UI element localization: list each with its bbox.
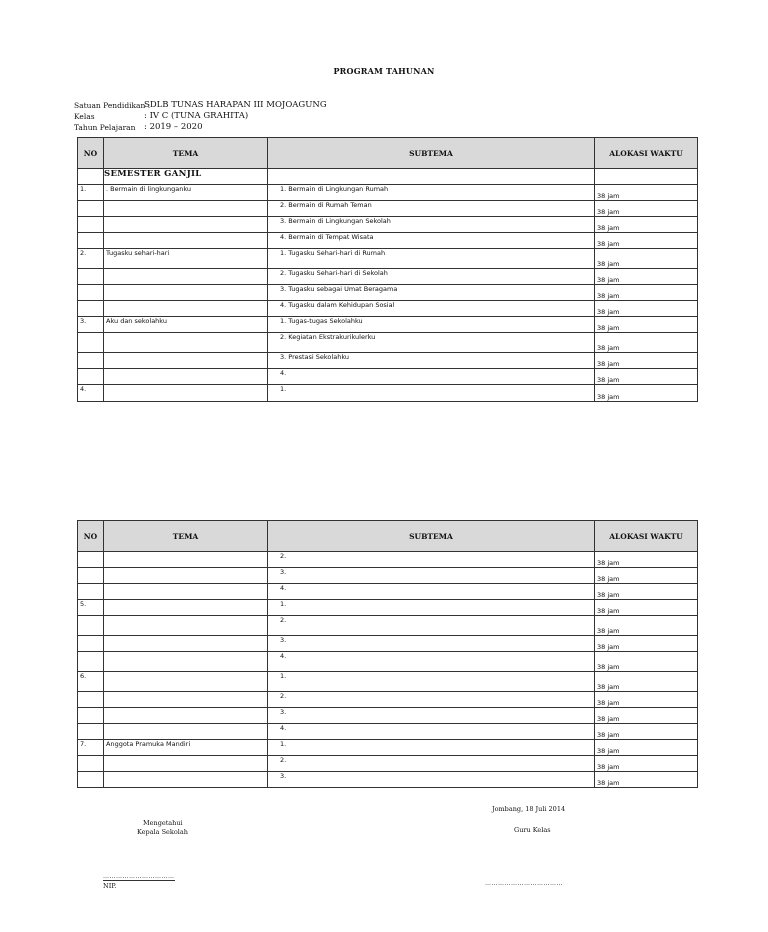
table-row [78, 333, 698, 353]
row-alokasi: 38 jam [595, 233, 698, 249]
row-alokasi: 38 jam [595, 217, 698, 233]
row-tema: Anggota Pramuka Mandiri [104, 740, 268, 756]
row-alokasi: 38 jam [595, 672, 698, 692]
row-number [78, 636, 104, 652]
row-alokasi: 38 jam [595, 552, 698, 568]
row-tema [104, 301, 268, 317]
row-subtema: 1. Tugasku Sehari-hari di Rumah [268, 249, 595, 269]
row-subtema: 3. [268, 708, 595, 724]
row-number: 3. [78, 317, 104, 333]
row-subtema: 3. [268, 772, 595, 788]
row-number [78, 233, 104, 249]
document-title: PROGRAM TAHUNAN [333, 66, 435, 76]
semester-alokasi-cell [595, 169, 698, 185]
program-table-1 [77, 137, 698, 402]
header-tema: TEMA [104, 138, 268, 169]
row-subtema: 4. Tugasku dalam Kehidupan Sosial [268, 301, 595, 317]
table-row [78, 672, 698, 692]
row-alokasi: 38 jam [595, 600, 698, 616]
row-alokasi: 38 jam [595, 756, 698, 772]
row-subtema: 2. [268, 756, 595, 772]
table-row [78, 600, 698, 616]
row-number: 5. [78, 600, 104, 616]
row-subtema: 3. Bermain di Lingkungan Sekolah [268, 217, 595, 233]
row-tema [104, 692, 268, 708]
row-number: 2. [78, 249, 104, 269]
row-alokasi: 38 jam [595, 301, 698, 317]
row-number [78, 301, 104, 317]
row-alokasi: 38 jam [595, 369, 698, 385]
table-row [78, 636, 698, 652]
table-row [78, 269, 698, 285]
row-number [78, 552, 104, 568]
row-subtema: 1. [268, 672, 595, 692]
row-subtema: 2. [268, 552, 595, 568]
table-row [78, 724, 698, 740]
class-teacher-label: Guru Kelas [514, 826, 551, 834]
row-subtema: 3. Tugasku sebagai Umat Beragama [268, 285, 595, 301]
place-date: Jombang, 18 Juli 2014 [492, 805, 566, 813]
row-subtema: 3. [268, 568, 595, 584]
row-tema [104, 269, 268, 285]
row-tema [104, 552, 268, 568]
row-alokasi: 38 jam [595, 385, 698, 402]
row-subtema: 1. Bermain di Lingkungan Rumah [268, 185, 595, 201]
principal-label: Kepala Sekolah [137, 828, 188, 836]
table-row [78, 708, 698, 724]
row-alokasi: 38 jam [595, 249, 698, 269]
row-number [78, 201, 104, 217]
table-row [78, 616, 698, 636]
row-number [78, 692, 104, 708]
teacher-signature-line: ……………………………… [485, 880, 563, 887]
table-row [78, 353, 698, 369]
row-tema [104, 724, 268, 740]
row-number [78, 756, 104, 772]
row-number [78, 724, 104, 740]
row-alokasi: 38 jam [595, 772, 698, 788]
program-table-2 [77, 520, 698, 788]
semester-label: SEMESTER GANJIL [104, 169, 202, 179]
row-tema: Tugasku sehari-hari [104, 249, 268, 269]
header-alokasi: ALOKASI WAKTU [595, 521, 698, 552]
row-subtema: 4. [268, 652, 595, 672]
header-subtema: SUBTEMA [268, 521, 595, 552]
header-tema: TEMA [104, 521, 268, 552]
row-alokasi: 38 jam [595, 333, 698, 353]
row-subtema: 3. [268, 636, 595, 652]
row-subtema: 1. [268, 740, 595, 756]
row-tema [104, 285, 268, 301]
row-subtema: 1. [268, 600, 595, 616]
row-number [78, 568, 104, 584]
row-subtema: 2. Tugasku Sehari-hari di Sekolah [268, 269, 595, 285]
row-tema [104, 385, 268, 402]
row-alokasi: 38 jam [595, 353, 698, 369]
row-number [78, 269, 104, 285]
table-row [78, 756, 698, 772]
semester-subtema-cell [268, 169, 595, 185]
table-header-row [78, 521, 698, 552]
row-number: 1. [78, 185, 104, 201]
row-subtema: 4. [268, 584, 595, 600]
row-tema [104, 217, 268, 233]
row-tema [104, 756, 268, 772]
row-number [78, 333, 104, 353]
table-row [78, 385, 698, 402]
table-row [78, 233, 698, 249]
row-number: 4. [78, 385, 104, 402]
row-alokasi: 38 jam [595, 708, 698, 724]
row-subtema: 1. [268, 385, 595, 402]
row-alokasi: 38 jam [595, 740, 698, 756]
row-subtema: 4. [268, 724, 595, 740]
semester-cell [104, 169, 268, 185]
info-value: SDLB TUNAS HARAPAN III MOJOAGUNG [144, 100, 327, 110]
table-row [78, 301, 698, 317]
acknowledged-label: Mengetahui [143, 819, 183, 827]
row-alokasi: 38 jam [595, 568, 698, 584]
row-tema [104, 652, 268, 672]
info-label: Tahun Pelajaran [74, 123, 136, 132]
semester-row [78, 169, 698, 185]
table-row [78, 249, 698, 269]
row-number [78, 217, 104, 233]
row-alokasi: 38 jam [595, 636, 698, 652]
header-subtema: SUBTEMA [268, 138, 595, 169]
table-row [78, 740, 698, 756]
header-no: NO [78, 138, 104, 169]
row-subtema: 2. Kegiatan Ekstrakurikulerku [268, 333, 595, 353]
table-header-row [78, 138, 698, 169]
table-row [78, 568, 698, 584]
table-row [78, 772, 698, 788]
row-number [78, 616, 104, 636]
table-row [78, 285, 698, 301]
row-tema [104, 333, 268, 353]
row-number: 7. [78, 740, 104, 756]
row-alokasi: 38 jam [595, 201, 698, 217]
row-number [78, 285, 104, 301]
row-number [78, 369, 104, 385]
table-row [78, 369, 698, 385]
row-alokasi: 38 jam [595, 285, 698, 301]
row-number [78, 652, 104, 672]
table-row [78, 552, 698, 568]
row-alokasi: 38 jam [595, 692, 698, 708]
row-tema [104, 636, 268, 652]
table-row [78, 652, 698, 672]
row-tema [104, 353, 268, 369]
header-alokasi: ALOKASI WAKTU [595, 138, 698, 169]
row-subtema: 3. Prestasi Sekolahku [268, 353, 595, 369]
info-label: Satuan Pendidikan : [74, 101, 151, 110]
info-value: : 2019 – 2020 [144, 122, 203, 132]
semester-no-cell [78, 169, 104, 185]
row-alokasi: 38 jam [595, 584, 698, 600]
row-subtema: 4. [268, 369, 595, 385]
info-value: : IV C (TUNA GRAHITA) [144, 111, 249, 121]
row-number [78, 584, 104, 600]
row-tema [104, 772, 268, 788]
row-tema [104, 672, 268, 692]
row-number: 6. [78, 672, 104, 692]
row-alokasi: 38 jam [595, 724, 698, 740]
table-row [78, 692, 698, 708]
row-alokasi: 38 jam [595, 616, 698, 636]
row-alokasi: 38 jam [595, 269, 698, 285]
row-number [78, 772, 104, 788]
row-tema [104, 600, 268, 616]
row-tema [104, 584, 268, 600]
table-row [78, 317, 698, 333]
row-number [78, 708, 104, 724]
row-tema [104, 201, 268, 217]
row-alokasi: 38 jam [595, 652, 698, 672]
row-tema [104, 233, 268, 249]
row-tema: . Bermain di lingkunganku [104, 185, 268, 201]
table-row [78, 217, 698, 233]
row-number [78, 353, 104, 369]
table-row [78, 185, 698, 201]
row-tema [104, 369, 268, 385]
row-tema [104, 708, 268, 724]
row-subtema: 2. [268, 692, 595, 708]
row-alokasi: 38 jam [595, 185, 698, 201]
row-alokasi: 38 jam [595, 317, 698, 333]
row-tema [104, 568, 268, 584]
row-tema [104, 616, 268, 636]
info-label: Kelas [74, 112, 95, 121]
table-row [78, 201, 698, 217]
row-subtema: 2. [268, 616, 595, 636]
row-subtema: 1. Tugas-tugas Sekolahku [268, 317, 595, 333]
row-subtema: 4. Bermain di Tempat Wisata [268, 233, 595, 249]
principal-signature-line: …………………………… [103, 873, 175, 880]
row-subtema: 2. Bermain di Rumah Teman [268, 201, 595, 217]
table-row [78, 584, 698, 600]
header-no: NO [78, 521, 104, 552]
row-tema: Aku dan sekolahku [104, 317, 268, 333]
nip-label: NIP. [103, 882, 117, 890]
